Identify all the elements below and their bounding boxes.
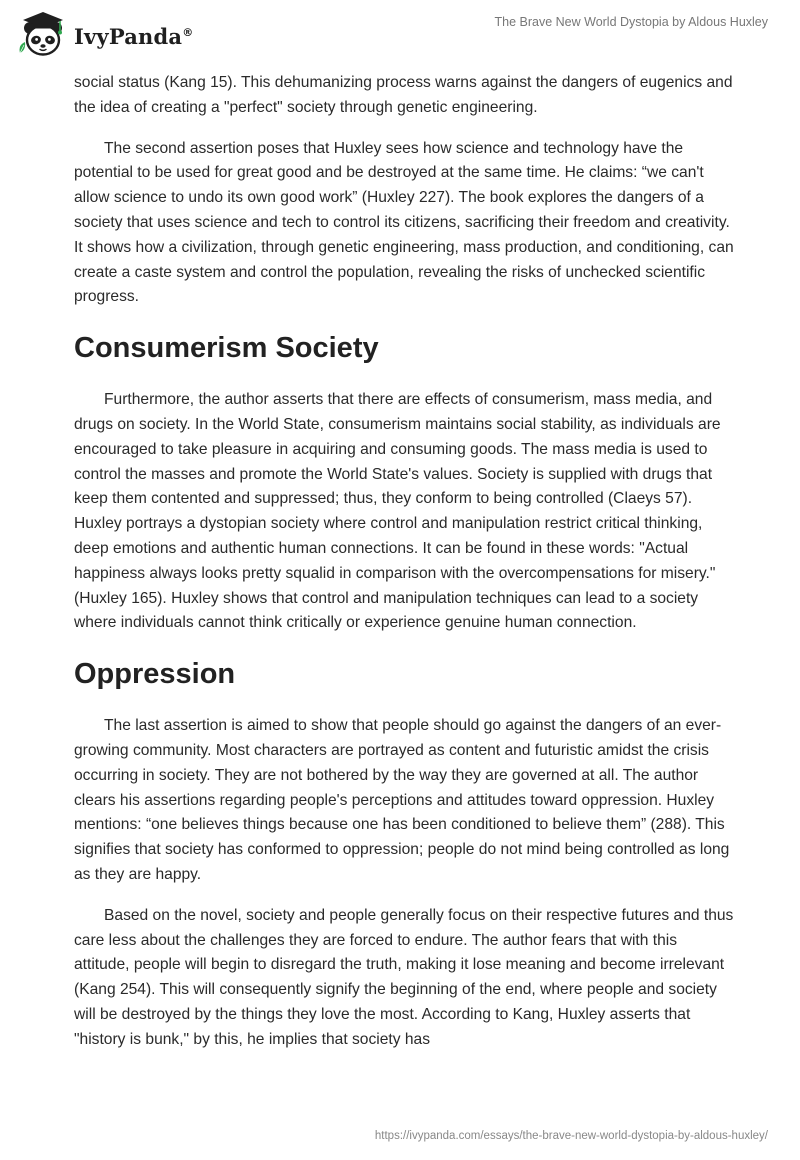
heading-consumerism-society: Consumerism Society — [74, 332, 379, 365]
paragraph-continued: social status (Kang 15). This dehumanizing process warns against the dangers of eugenics and the idea of creating a "perfect" society through genetic engineering. — [74, 74, 733, 116]
page-header — [0, 0, 800, 70]
paragraph-consumerism: Furthermore, the author asserts that there are effects of consumerism, mass media, and drugs on society. In the World State, consumerism maintains social stability, as individuals are encouraged to take pleasure in acquiring and consuming goods. The mass media is used to control the masses and promote the World State's values. Society is supplied with drugs that keep them contented and suppressed; thus, they conform to being controlled (Claeys 57). Huxley portrays a dystopian society where control and manipulation restrict critical thinking, deep emotions and authentic human connections. It can be found in these words: "Actual happiness always looks pretty squalid in comparison with the overcompensations for misery." (Huxley 165). Huxley shows that control and manipulation techniques can lead to a society where individuals cannot think critically or experience genuine human connection. — [74, 391, 721, 632]
paragraph-second-assertion: The second assertion poses that Huxley sees how science and technology have the potential to be used for great good and be destroyed at the same time. He claims: “we can't allow science to undo its own good work” (Huxley 227). The book explores the dangers of a society that uses science and tech to control its citizens, sacrificing their freedom and creativity. It shows how a civilization, through genetic engineering, mass production, and conditioning, can create a caste system and control the population, revealing the risks of unchecked scientific progress. — [74, 139, 734, 306]
panda-graduate-icon — [16, 9, 70, 59]
paragraph-novel-focus: Based on the novel, society and people generally focus on their respective futures and thus care less about the challenges they are forced to endure. The author fears that with this attitude, people will begin to disregard the truth, making it lose meaning and become irrelevant (Kang 254). This will consequently signify the beginning of the end, where people and society will be destroyed by the things they love the most. According to Kang, Huxley asserts that "history is bunk," by this, he implies that society has — [74, 906, 734, 1048]
paragraph-last-assertion: The last assertion is aimed to show that people should go against the dangers of an ever-growing community. Most characters are portrayed as content and futuristic amidst the crisis occurring in society. They are not bothered by the way they are governed at all. The author clears his assertions regarding people's perceptions and attitudes toward oppression. Huxley mentions: “one believes things because one has been conditioned to believe them” (288). This signifies that society has conformed to oppression; people do not mind being controlled as long as they are happy. — [74, 717, 730, 883]
essay-body — [74, 71, 734, 1069]
source-url[interactable]: https://ivypanda.com/essays/the-brave-new-world-dystopia-by-aldous-huxley/ — [374, 1130, 768, 1142]
logo-wordmark: IvyPanda® — [74, 23, 194, 49]
document-title: The Brave New World Dystopia by Aldous Huxley — [494, 15, 768, 29]
heading-oppression: Oppression — [74, 658, 236, 691]
ivypanda-logo[interactable] — [16, 9, 193, 59]
